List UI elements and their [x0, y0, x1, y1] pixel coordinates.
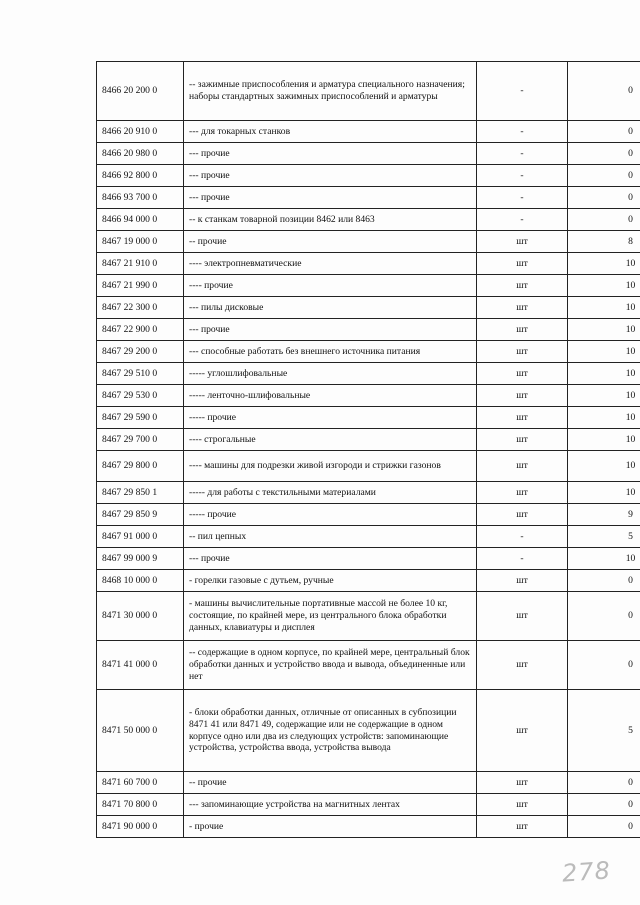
unit-cell: шт	[477, 363, 568, 385]
description-cell: -- содержащие в одном корпусе, по крайней мере, центральный блок обработки данных и устройство ввода и вывода, объединенные или нет	[184, 641, 477, 690]
tariff-code-cell: 8466 94 000 0	[97, 209, 184, 231]
tariff-code-cell: 8467 22 900 0	[97, 319, 184, 341]
tariff-code-cell: 8467 22 300 0	[97, 297, 184, 319]
description-cell: --- прочие	[184, 548, 477, 570]
table-row	[97, 794, 640, 816]
description-cell: --- прочие	[184, 319, 477, 341]
description-cell: --- пилы дисковые	[184, 297, 477, 319]
unit-cell: шт	[477, 429, 568, 451]
rate-cell: 0	[568, 62, 640, 121]
rate-cell: 10	[568, 319, 640, 341]
rate-cell: 0	[568, 165, 640, 187]
rate-cell: 0	[568, 209, 640, 231]
tariff-code-cell: 8466 93 700 0	[97, 187, 184, 209]
table-row	[97, 570, 640, 592]
description-cell: -- прочие	[184, 772, 477, 794]
rate-cell: 0	[568, 143, 640, 165]
tariff-code-cell: 8471 60 700 0	[97, 772, 184, 794]
description-cell: - блоки обработки данных, отличные от описанных в субпозиции 8471 41 или 8471 49, содержащие или не содержащие в одном корпусе одно или два из следующих устройств: запоминающие устройства, устройства ввода, устройства вывода	[184, 690, 477, 772]
rate-cell: 10	[568, 363, 640, 385]
rate-cell: 10	[568, 407, 640, 429]
table-row	[97, 297, 640, 319]
tariff-code-cell: 8467 19 000 0	[97, 231, 184, 253]
description-cell: ----- прочие	[184, 407, 477, 429]
unit-cell: -	[477, 209, 568, 231]
unit-cell: шт	[477, 772, 568, 794]
table-row	[97, 253, 640, 275]
unit-cell: шт	[477, 341, 568, 363]
rate-cell: 10	[568, 482, 640, 504]
tariff-code-cell: 8467 29 590 0	[97, 407, 184, 429]
rate-cell: 10	[568, 451, 640, 482]
description-cell: ---- прочие	[184, 275, 477, 297]
unit-cell: шт	[477, 641, 568, 690]
unit-cell: шт	[477, 407, 568, 429]
unit-cell: -	[477, 143, 568, 165]
unit-cell: шт	[477, 253, 568, 275]
tariff-code-cell: 8467 91 000 0	[97, 526, 184, 548]
description-cell: ---- машины для подрезки живой изгороди и стрижки газонов	[184, 451, 477, 482]
rate-cell: 10	[568, 253, 640, 275]
table-row	[97, 165, 640, 187]
unit-cell: шт	[477, 794, 568, 816]
tariff-code-cell: 8467 21 990 0	[97, 275, 184, 297]
table-row	[97, 209, 640, 231]
rate-cell: 10	[568, 297, 640, 319]
description-cell: --- прочие	[184, 165, 477, 187]
description-cell: ----- прочие	[184, 504, 477, 526]
rate-cell: 0	[568, 121, 640, 143]
rate-cell: 0	[568, 794, 640, 816]
table-row	[97, 187, 640, 209]
unit-cell: шт	[477, 385, 568, 407]
rate-cell: 0	[568, 592, 640, 641]
rate-cell: 0	[568, 772, 640, 794]
rate-cell: 9	[568, 504, 640, 526]
unit-cell: -	[477, 121, 568, 143]
table-row	[97, 816, 640, 838]
description-cell: -- пил цепных	[184, 526, 477, 548]
rate-cell: 5	[568, 690, 640, 772]
table-row	[97, 429, 640, 451]
tariff-code-cell: 8471 50 000 0	[97, 690, 184, 772]
table-row	[97, 451, 640, 482]
table-row	[97, 341, 640, 363]
description-cell: -- к станкам товарной позиции 8462 или 8463	[184, 209, 477, 231]
rate-cell: 0	[568, 570, 640, 592]
rate-cell: 10	[568, 548, 640, 570]
tariff-code-cell: 8466 92 800 0	[97, 165, 184, 187]
tariff-code-cell: 8467 29 530 0	[97, 385, 184, 407]
unit-cell: -	[477, 526, 568, 548]
unit-cell: шт	[477, 319, 568, 341]
tariff-code-cell: 8467 29 200 0	[97, 341, 184, 363]
unit-cell: шт	[477, 297, 568, 319]
table-row	[97, 690, 640, 772]
tariff-code-cell: 8467 29 700 0	[97, 429, 184, 451]
description-cell: ----- ленточно-шлифовальные	[184, 385, 477, 407]
description-cell: ----- углошлифовальные	[184, 363, 477, 385]
rate-cell: 8	[568, 231, 640, 253]
table-row	[97, 482, 640, 504]
rate-cell: 0	[568, 641, 640, 690]
description-cell: ---- строгальные	[184, 429, 477, 451]
description-cell: --- прочие	[184, 187, 477, 209]
rate-cell: 0	[568, 187, 640, 209]
rate-cell: 0	[568, 816, 640, 838]
tariff-code-cell: 8467 29 850 9	[97, 504, 184, 526]
table-row	[97, 504, 640, 526]
rate-cell: 10	[568, 385, 640, 407]
table-row	[97, 121, 640, 143]
table-row	[97, 275, 640, 297]
tariff-code-cell: 8467 99 000 9	[97, 548, 184, 570]
description-cell: - горелки газовые с дутьем, ручные	[184, 570, 477, 592]
table-row	[97, 231, 640, 253]
tariff-code-cell: 8466 20 980 0	[97, 143, 184, 165]
unit-cell: шт	[477, 592, 568, 641]
tariff-code-cell: 8467 21 910 0	[97, 253, 184, 275]
unit-cell: шт	[477, 570, 568, 592]
description-cell: - машины вычислительные портативные массой не более 10 кг, состоящие, по крайней мере, из центрального блока обработки данных, клавиатуры и дисплея	[184, 592, 477, 641]
table-row	[97, 143, 640, 165]
tariff-table-body	[97, 62, 640, 838]
table-row	[97, 548, 640, 570]
description-cell: - прочие	[184, 816, 477, 838]
unit-cell: -	[477, 62, 568, 121]
unit-cell: -	[477, 187, 568, 209]
unit-cell: шт	[477, 231, 568, 253]
tariff-code-cell: 8471 90 000 0	[97, 816, 184, 838]
unit-cell: шт	[477, 816, 568, 838]
unit-cell: шт	[477, 482, 568, 504]
rate-cell: 5	[568, 526, 640, 548]
description-cell: --- прочие	[184, 143, 477, 165]
table-row	[97, 641, 640, 690]
description-cell: ----- для работы с текстильными материалами	[184, 482, 477, 504]
unit-cell: -	[477, 548, 568, 570]
table-row	[97, 62, 640, 121]
tariff-code-cell: 8471 70 800 0	[97, 794, 184, 816]
tariff-table	[96, 61, 640, 838]
unit-cell: шт	[477, 451, 568, 482]
description-cell: -- прочие	[184, 231, 477, 253]
description-cell: --- запоминающие устройства на магнитных лентах	[184, 794, 477, 816]
unit-cell: шт	[477, 504, 568, 526]
description-cell: -- зажимные приспособления и арматура специального назначения; наборы стандартных зажимных приспособлений и арматуры	[184, 62, 477, 121]
tariff-code-cell: 8466 20 910 0	[97, 121, 184, 143]
tariff-code-cell: 8467 29 800 0	[97, 451, 184, 482]
table-row	[97, 592, 640, 641]
table-row	[97, 319, 640, 341]
description-cell: --- способные работать без внешнего источника питания	[184, 341, 477, 363]
table-row	[97, 363, 640, 385]
unit-cell: шт	[477, 275, 568, 297]
tariff-code-cell: 8466 20 200 0	[97, 62, 184, 121]
description-cell: --- для токарных станков	[184, 121, 477, 143]
handwritten-page-number: 278	[561, 856, 612, 888]
table-row	[97, 772, 640, 794]
rate-cell: 10	[568, 341, 640, 363]
unit-cell: шт	[477, 690, 568, 772]
unit-cell: -	[477, 165, 568, 187]
table-row	[97, 526, 640, 548]
rate-cell: 10	[568, 429, 640, 451]
tariff-code-cell: 8467 29 510 0	[97, 363, 184, 385]
tariff-code-cell: 8467 29 850 1	[97, 482, 184, 504]
table-row	[97, 385, 640, 407]
description-cell: ---- электропневматические	[184, 253, 477, 275]
rate-cell: 10	[568, 275, 640, 297]
tariff-code-cell: 8471 41 000 0	[97, 641, 184, 690]
tariff-code-cell: 8468 10 000 0	[97, 570, 184, 592]
tariff-code-cell: 8471 30 000 0	[97, 592, 184, 641]
table-row	[97, 407, 640, 429]
